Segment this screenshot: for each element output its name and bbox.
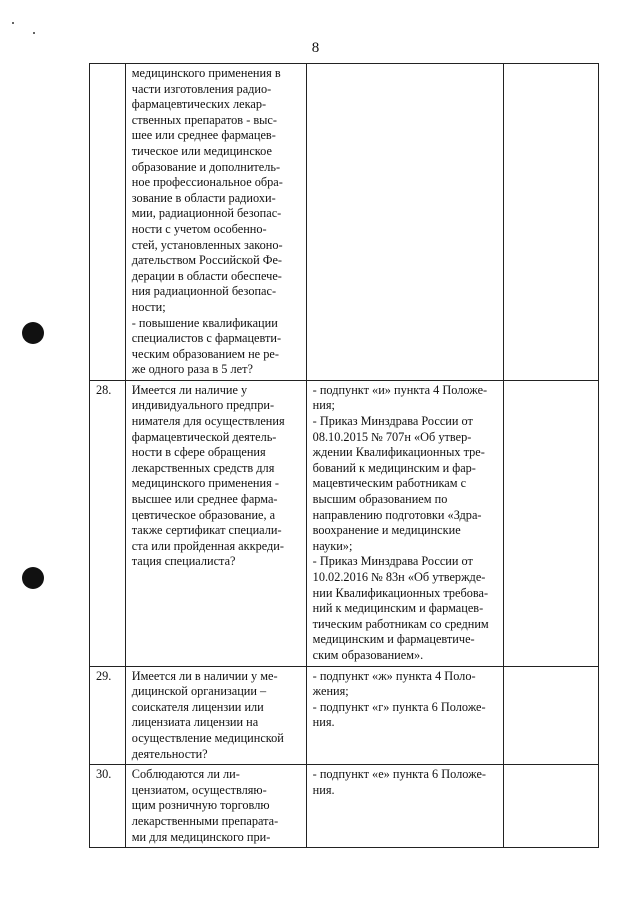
reference-item: - Приказ Минздрава России от 08.10.2015 № 707н «Об утвер- ждении Квалификационных тре- бований к медицинским и фар- мацевтическим работникам с высшим образованием по направлению подготовки «Здра- воохранение и медицинские науки»; (312, 414, 485, 553)
punch-hole-top (22, 322, 44, 344)
question-text: Имеется ли в наличии у ме- дицинской организации – соискателя лицензии или лицензиата лицензии на осуществление медицинской деятельности? (131, 668, 284, 761)
question-cell (125, 666, 306, 765)
references-cell (306, 765, 503, 848)
reference-item: - Приказ Минздрава России от 10.02.2016 № 83н «Об утвержде- нии Квалификационных требова- ний к медицинским и фармацев- тическим работникам со средним медицинским и фармацевтиче- ским образованием». (312, 554, 489, 662)
question-text: медицинского применения в части изготовления радио- фармацевтических лекар- ственных препаратов - выс- шее или среднее фармацев- тическое или медицинское образование и дополнитель- ное профессиональное обра- зование в области радиохи- мии, радиационной безопас- ности с учетом особенно- стей, установленных законо- дательством Российской Фе- дерации в области обеспече- ния радиационной безопас- ности; - повышение квалификации специалистов с фармацевти- ческим образованием не ре- же одного раза в 5 лет? (131, 66, 283, 377)
question-text: Имеется ли наличие у индивидуального предпри- нимателя для осуществления фармацевтической деятель- ности в сфере обращения лекарственных средств для медицинского применения - высшее или среднее фарма- цевтическое образование, а также сертификат специали- ста или пройденная аккреди- тация специалиста? (131, 382, 285, 569)
page-number: 8 (311, 40, 320, 56)
table-row (90, 64, 599, 381)
punch-hole-bottom (22, 567, 44, 589)
table-row (90, 666, 599, 765)
table-row (90, 380, 599, 666)
scan-speck (33, 32, 35, 34)
answer-cell (503, 666, 598, 765)
question-cell (125, 380, 306, 666)
references-cell (306, 380, 503, 666)
reference-item: - подпункт «ж» пункта 4 Поло- жения; (312, 668, 476, 699)
question-text: Соблюдаются ли ли- цензиатом, осуществляю- щим розничную торговлю лекарственными препарата- ми для медицинского при- (131, 767, 279, 844)
references-cell (306, 64, 503, 381)
scan-speck (12, 22, 14, 24)
question-cell (125, 765, 306, 848)
question-cell (125, 64, 306, 381)
row-number: 29. (90, 666, 126, 765)
reference-item: - подпункт «г» пункта 6 Положе- ния. (312, 699, 486, 730)
row-number: 28. (90, 380, 126, 666)
reference-item: - подпункт «е» пункта 6 Положе- ния. (312, 767, 487, 797)
answer-cell (503, 64, 598, 381)
answer-cell (503, 765, 598, 848)
references-cell (306, 666, 503, 765)
row-number: 30. (90, 765, 126, 848)
row-number (90, 64, 126, 381)
table-row (90, 765, 599, 848)
reference-item: - подпункт «и» пункта 4 Положе- ния; (312, 382, 488, 413)
answer-cell (503, 380, 598, 666)
requirements-table (89, 63, 599, 848)
